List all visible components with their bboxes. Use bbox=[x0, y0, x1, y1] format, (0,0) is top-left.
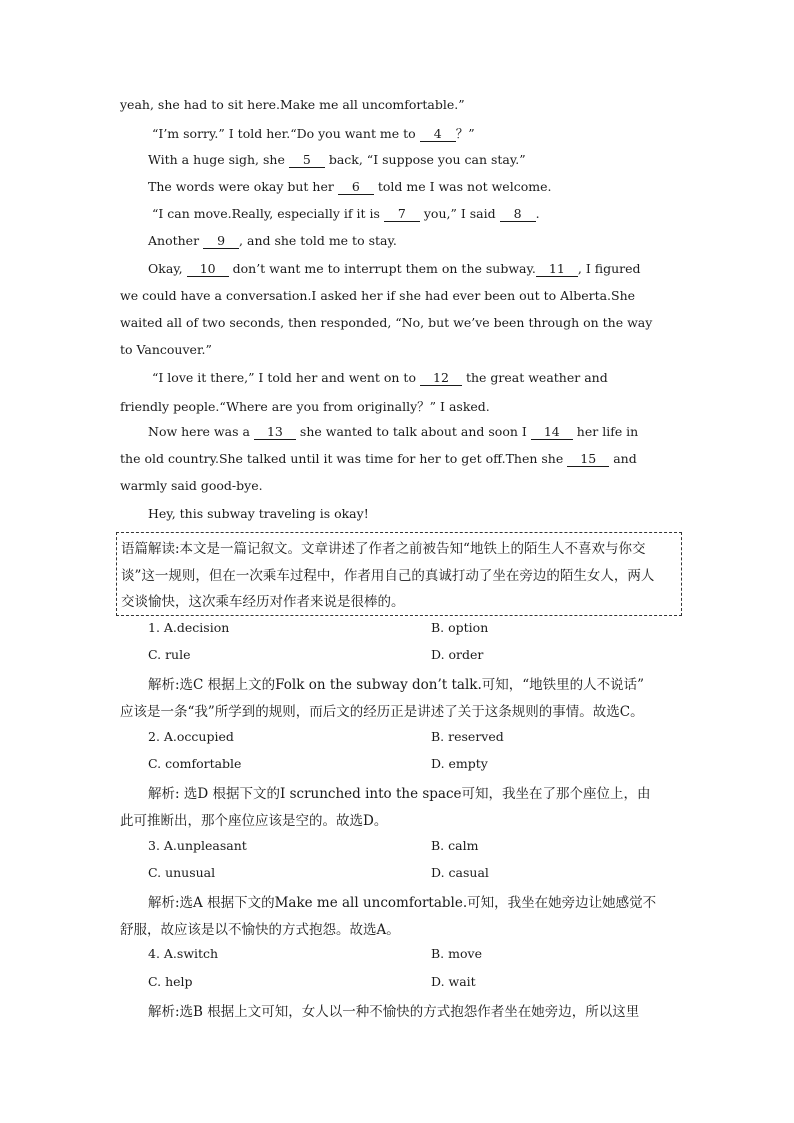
option-a: 3. A.unpleasant bbox=[148, 838, 247, 853]
passage-line: “I’m sorry.” I told her.“Do you want me to 4 ？” bbox=[152, 126, 475, 141]
explanation-line: 此可推断出，那个座位应该是空的。故选D。 bbox=[120, 813, 388, 829]
passage-line: yeah, she had to sit here.Make me all uncomfortable.” bbox=[120, 97, 465, 112]
passage-line: warmly said good-bye. bbox=[120, 478, 263, 493]
explanation-line: 应该是一条“我”所学到的规则，而后文的经历正是讲述了关于这条规则的事情。故选C。 bbox=[120, 704, 644, 720]
blank-6: 6 bbox=[338, 180, 374, 195]
option-c: C. rule bbox=[148, 647, 191, 662]
blank-10: 10 bbox=[187, 262, 229, 277]
blank-5: 5 bbox=[289, 153, 325, 168]
passage-line: “I love it there,” I told her and went on to 12 the great weather and bbox=[152, 370, 608, 385]
blank-7: 7 bbox=[384, 207, 420, 222]
option-b: B. move bbox=[431, 946, 482, 961]
blank-8: 8 bbox=[500, 207, 536, 222]
option-b: B. option bbox=[431, 620, 489, 635]
blank-14: 14 bbox=[531, 425, 573, 440]
passage-line: “I can move.Really, especially if it is 7 you,” I said 8 . bbox=[152, 206, 540, 221]
passage-line: to Vancouver.” bbox=[120, 342, 212, 357]
analysis-line: 谈”这一规则，但在一次乘车过程中，作者用自己的真诚打动了坐在旁边的陌生女人，两人 bbox=[121, 568, 655, 584]
passage-line: Another 9 , and she told me to stay. bbox=[148, 233, 397, 248]
passage-line: The words were okay but her 6 told me I was not welcome. bbox=[148, 179, 552, 194]
option-c: C. unusual bbox=[148, 865, 216, 880]
option-d: D. order bbox=[431, 647, 484, 662]
blank-9: 9 bbox=[203, 234, 239, 249]
passage-analysis-box bbox=[116, 532, 682, 616]
option-d: D. empty bbox=[431, 756, 488, 771]
option-a: 2. A.occupied bbox=[148, 729, 234, 744]
explanation-line: 解析:选C 根据上文的Folk on the subway don’t talk.可知，“地铁里的人不说话” bbox=[148, 677, 645, 693]
passage-line: Okay, 10 don’t want me to interrupt them on the subway. 11 , I figured bbox=[148, 261, 641, 276]
explanation-line: 解析: 选D 根据下文的I scrunched into the space可知，我坐在了那个座位上，由 bbox=[148, 786, 651, 802]
analysis-line: 语篇解读:本文是一篇记叙文。文章讲述了作者之前被告知“地铁上的陌生人不喜欢与你交 bbox=[121, 541, 646, 557]
passage-line: waited all of two seconds, then responded, “No, but we’ve been through on the way bbox=[120, 315, 653, 330]
explanation-line: 舒服，故应该是以不愉快的方式抱怨。故选A。 bbox=[120, 922, 400, 938]
option-b: B. calm bbox=[431, 838, 479, 853]
passage-line: friendly people.“Where are you from originally？” I asked. bbox=[120, 399, 490, 414]
blank-12: 12 bbox=[420, 371, 462, 386]
blank-15: 15 bbox=[567, 452, 609, 467]
passage-line: Now here was a 13 she wanted to talk about and soon I 14 her life in bbox=[148, 424, 639, 439]
explanation-line: 解析:选A 根据下文的Make me all uncomfortable.可知，我坐在她旁边让她感觉不 bbox=[148, 895, 657, 911]
passage-line: Hey, this subway traveling is okay! bbox=[148, 506, 369, 521]
option-b: B. reserved bbox=[431, 729, 504, 744]
option-d: D. casual bbox=[431, 865, 489, 880]
passage-line: we could have a conversation.I asked her if she had ever been out to Alberta.She bbox=[120, 288, 636, 303]
passage-line: the old country.She talked until it was time for her to get off.Then she 15 and bbox=[120, 451, 637, 466]
analysis-line: 交谈愉快，这次乘车经历对作者来说是很棒的。 bbox=[121, 594, 405, 610]
explanation-line: 解析:选B 根据上文可知，女人以一种不愉快的方式抱怨作者坐在她旁边，所以这里 bbox=[148, 1004, 640, 1020]
option-c: C. help bbox=[148, 974, 193, 989]
option-a: 1. A.decision bbox=[148, 620, 230, 635]
option-c: C. comfortable bbox=[148, 756, 242, 771]
blank-11: 11 bbox=[536, 262, 578, 277]
blank-4: 4 bbox=[420, 127, 456, 142]
passage-line: With a huge sigh, she 5 back, “I suppose you can stay.” bbox=[148, 152, 526, 167]
blank-13: 13 bbox=[254, 425, 296, 440]
option-d: D. wait bbox=[431, 974, 476, 989]
option-a: 4. A.switch bbox=[148, 946, 219, 961]
